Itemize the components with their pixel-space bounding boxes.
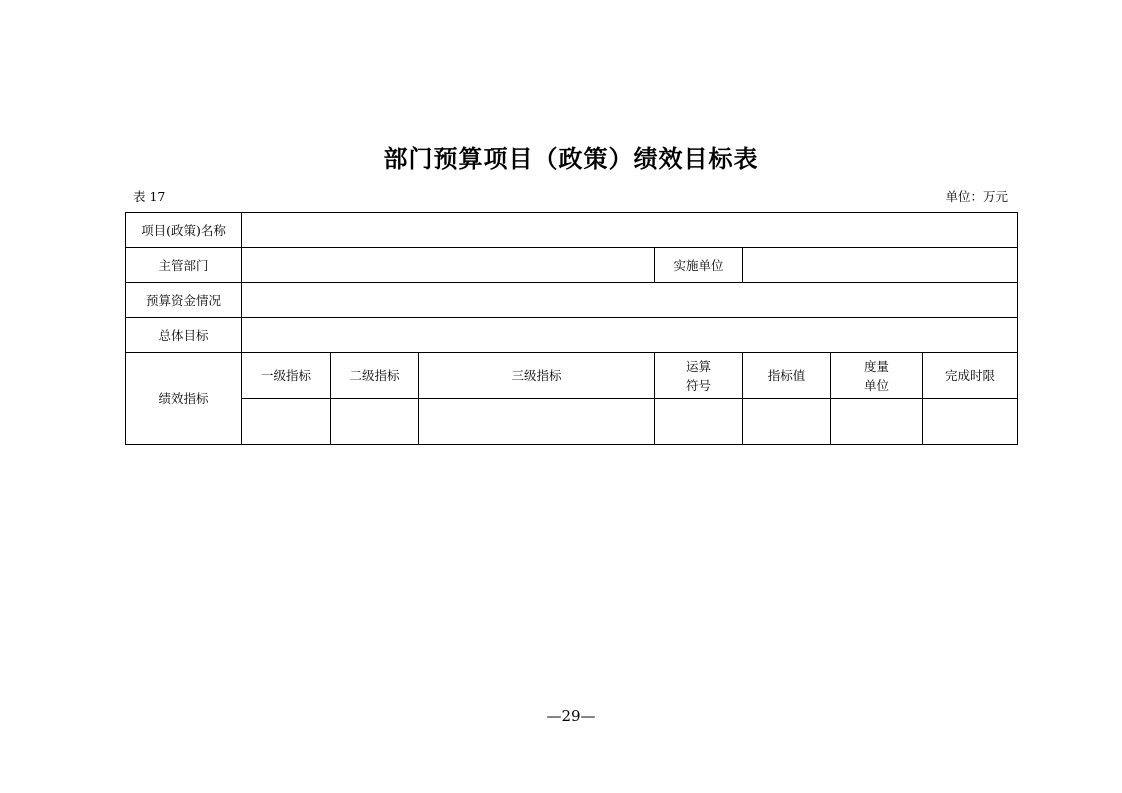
header-indicator-value: 指标值 <box>743 353 831 399</box>
header-measure-unit <box>831 353 923 399</box>
field-measure-unit[interactable] <box>831 399 923 445</box>
field-overall-goal[interactable] <box>242 318 1018 353</box>
page-number: —29— <box>546 707 596 725</box>
field-project-name[interactable] <box>242 213 1018 248</box>
header-operator-line1: 运算 <box>685 358 711 374</box>
field-indicator-value[interactable] <box>743 399 831 445</box>
row-indicator-entry <box>126 399 1018 445</box>
header-level1-indicator: 一级指标 <box>242 353 331 399</box>
field-budget-funds[interactable] <box>242 283 1018 318</box>
unit-label: 单位：万元 <box>945 189 1008 204</box>
table-number: 表 17 <box>133 189 166 204</box>
field-operator-symbol[interactable] <box>655 399 743 445</box>
label-overall-goal: 总体目标 <box>126 318 242 353</box>
header-level3-indicator: 三级指标 <box>419 353 655 399</box>
label-department: 主管部门 <box>126 248 242 283</box>
header-operator-symbol <box>655 353 743 399</box>
header-operator-line2: 符号 <box>685 377 711 393</box>
performance-target-table <box>125 212 1018 445</box>
row-indicator-headers <box>126 353 1018 399</box>
field-level2-indicator[interactable] <box>331 399 419 445</box>
row-budget-funds <box>126 283 1018 318</box>
field-department[interactable] <box>242 248 655 283</box>
header-measure-line2: 单位 <box>863 377 889 393</box>
header-level2-indicator: 二级指标 <box>331 353 419 399</box>
field-level1-indicator[interactable] <box>242 399 331 445</box>
label-budget-funds: 预算资金情况 <box>126 283 242 318</box>
label-project-name: 项目(政策)名称 <box>126 213 242 248</box>
field-level3-indicator[interactable] <box>419 399 655 445</box>
field-deadline[interactable] <box>923 399 1018 445</box>
header-deadline: 完成时限 <box>923 353 1018 399</box>
header-measure-line1: 度量 <box>863 358 889 374</box>
page-title: 部门预算项目（政策）绩效目标表 <box>383 145 759 173</box>
row-project-name <box>126 213 1018 248</box>
row-department <box>126 248 1018 283</box>
label-implementing-unit: 实施单位 <box>655 248 743 283</box>
field-implementing-unit[interactable] <box>743 248 1018 283</box>
row-overall-goal <box>126 318 1018 353</box>
label-performance-indicators: 绩效指标 <box>126 353 242 445</box>
